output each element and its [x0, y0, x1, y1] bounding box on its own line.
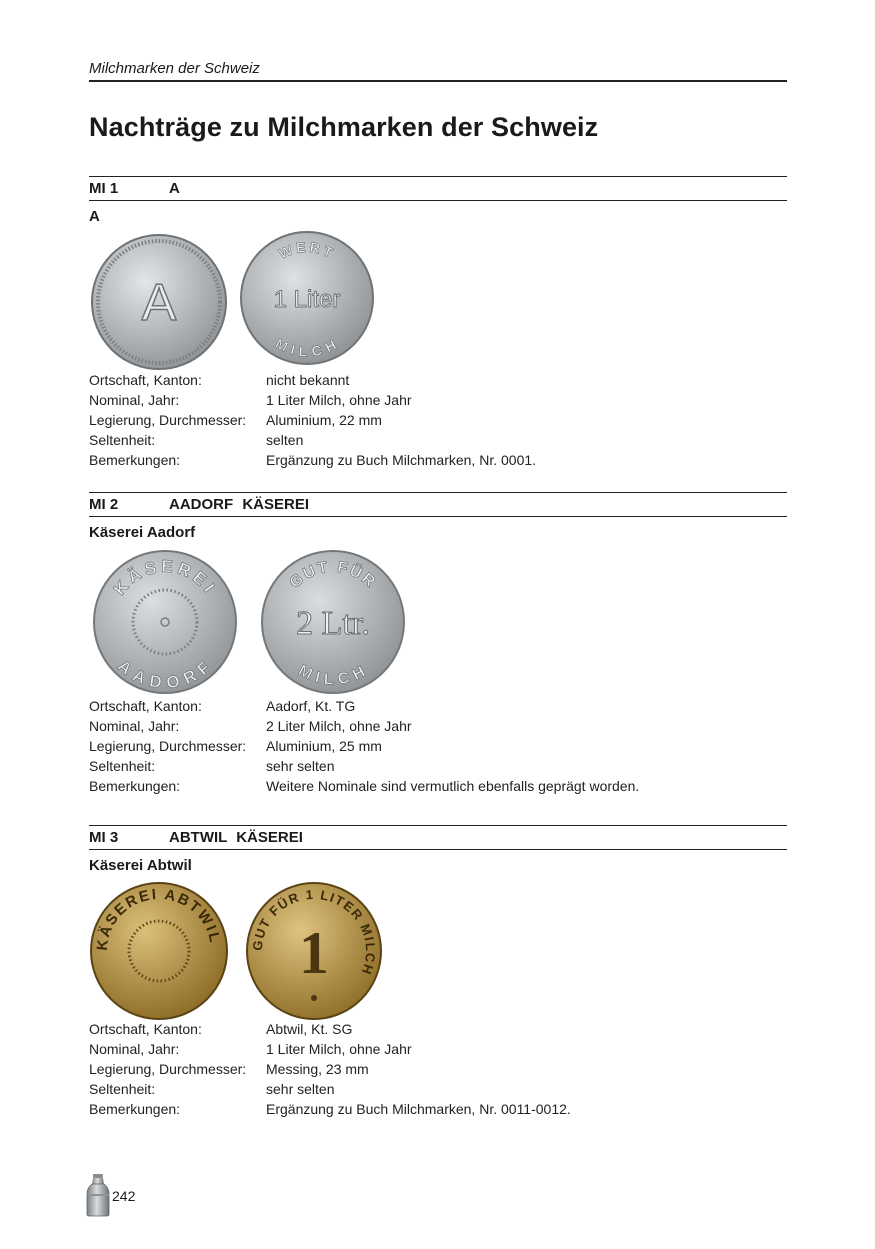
coin-top-text: WERT: [276, 238, 339, 262]
value-location: nicht bekannt: [266, 372, 350, 388]
label-remarks: Bemerkungen:: [89, 452, 181, 468]
entry-mi-2: [89, 492, 787, 796]
label-rarity: Seltenheit:: [89, 432, 156, 448]
entry-name: AADORF KÄSEREI: [169, 496, 310, 513]
coin-obverse-image: [91, 548, 239, 696]
coin-ring-text: GUT FÜR 1 LITER MILCH: [249, 886, 379, 978]
coin-images: [89, 879, 787, 1019]
value-remarks: Ergänzung zu Buch Milchmarken, Nr. 0011-0012.: [266, 1101, 571, 1117]
coin-top-text: KÄSEREI: [109, 556, 221, 599]
entry-details: [89, 370, 787, 470]
entry-number: MI 2: [89, 496, 119, 513]
entry-number: MI 3: [89, 829, 119, 846]
page-title: Nachträge zu Milchmarken der Schweiz: [89, 112, 599, 142]
entry-header: [89, 825, 787, 850]
coin-images: [89, 230, 787, 370]
value-remarks: Ergänzung zu Buch Milchmarken, Nr. 0001.: [266, 452, 537, 468]
label-location: Ortschaft, Kanton:: [89, 372, 202, 388]
value-location: Abtwil, Kt. SG: [266, 1021, 353, 1037]
page-number: 242: [112, 1188, 136, 1204]
label-location: Ortschaft, Kanton:: [89, 1021, 202, 1037]
label-remarks: Bemerkungen:: [89, 1101, 181, 1117]
entry-mi-1: [89, 176, 787, 470]
entry-mi-3: [89, 825, 787, 1119]
entry-details: [89, 696, 787, 796]
coin-top-text: GUT FÜR: [286, 558, 380, 592]
value-rarity: sehr selten: [266, 758, 335, 774]
value-location: Aadorf, Kt. TG: [266, 698, 356, 714]
value-rarity: selten: [266, 432, 304, 448]
coin-center-text: 2 Ltr.: [296, 605, 370, 642]
coin-reverse-image: [239, 230, 375, 366]
value-nominal: 1 Liter Milch, ohne Jahr: [266, 1041, 412, 1057]
coin-bottom-text: MILCH: [295, 662, 371, 689]
coin-obverse-image: [89, 232, 229, 372]
entry-name: ABTWIL KÄSEREI: [169, 829, 303, 846]
coin-reverse-image: [245, 881, 383, 1021]
label-alloy: Legierung, Durchmesser:: [89, 738, 247, 754]
label-remarks: Bemerkungen:: [89, 778, 181, 794]
label-alloy: Legierung, Durchmesser:: [89, 412, 247, 428]
coin-bottom-text: AADORF: [114, 656, 217, 693]
value-rarity: sehr selten: [266, 1081, 335, 1097]
coin-images: [89, 546, 787, 696]
entry-number: MI 1: [89, 180, 119, 197]
label-alloy: Legierung, Durchmesser:: [89, 1061, 247, 1077]
coin-center-text: 1 Liter: [273, 286, 341, 313]
entry-subtitle: Käserei Aadorf: [89, 524, 196, 541]
value-remarks: Weitere Nominale sind vermutlich ebenfalls geprägt worden.: [266, 778, 640, 794]
label-location: Ortschaft, Kanton:: [89, 698, 202, 714]
entry-subtitle: Käserei Abtwil: [89, 857, 192, 874]
coin-center-text: 1: [299, 920, 329, 986]
value-nominal: 1 Liter Milch, ohne Jahr: [266, 392, 412, 408]
running-head: Milchmarken der Schweiz: [89, 60, 787, 82]
milk-can-icon: [84, 1172, 112, 1218]
entry-details: [89, 1019, 787, 1119]
value-alloy: Messing, 23 mm: [266, 1061, 369, 1077]
coin-ring-text: KÄSEREI ABTWIL: [93, 885, 224, 952]
label-nominal: Nominal, Jahr:: [89, 1041, 180, 1057]
entry-subtitle: A: [89, 208, 100, 225]
value-alloy: Aluminium, 22 mm: [266, 412, 382, 428]
entry-name: A: [169, 180, 180, 197]
value-nominal: 2 Liter Milch, ohne Jahr: [266, 718, 412, 734]
value-alloy: Aluminium, 25 mm: [266, 738, 382, 754]
coin-obverse-text: A: [141, 274, 177, 332]
label-nominal: Nominal, Jahr:: [89, 392, 180, 408]
label-rarity: Seltenheit:: [89, 1081, 156, 1097]
label-nominal: Nominal, Jahr:: [89, 718, 180, 734]
coin-bottom-text: MILCH: [272, 335, 342, 360]
entry-header: [89, 492, 787, 517]
coin-obverse-image: [89, 881, 229, 1021]
entry-header: [89, 176, 787, 201]
coin-reverse-image: [259, 548, 407, 696]
label-rarity: Seltenheit:: [89, 758, 156, 774]
